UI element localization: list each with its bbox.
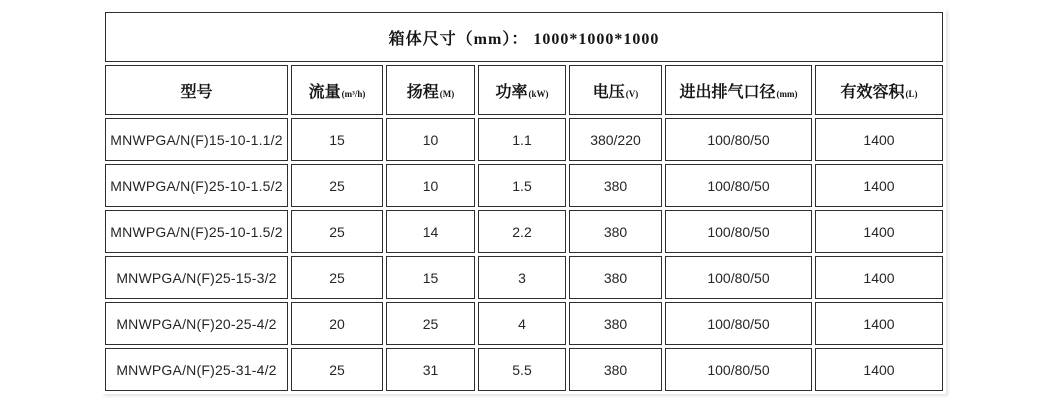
value-cell: 15 (386, 256, 475, 299)
column-header-5 (665, 65, 812, 115)
value-cell: 15 (291, 118, 383, 161)
column-header-unit: (m³/h) (341, 88, 366, 99)
spec-table (102, 9, 946, 394)
column-header-3 (478, 65, 566, 115)
value-cell: 1400 (815, 118, 943, 161)
table-row (105, 210, 943, 253)
column-header-6 (815, 65, 943, 115)
model-cell: MNWPGA/N(F)15-10-1.1/2 (105, 118, 288, 161)
value-cell: 100/80/50 (665, 348, 812, 391)
value-cell: 5.5 (478, 348, 566, 391)
value-cell: 100/80/50 (665, 256, 812, 299)
value-cell: 25 (291, 210, 383, 253)
column-header-label: 功率 (495, 83, 528, 101)
column-header-4 (569, 65, 662, 115)
column-header-unit: (M) (439, 88, 455, 99)
value-cell: 380 (569, 348, 662, 391)
value-cell: 100/80/50 (665, 210, 812, 253)
value-cell: 25 (291, 348, 383, 391)
value-cell: 1400 (815, 348, 943, 391)
column-header-label: 有效容积 (840, 83, 905, 101)
column-header-1 (291, 65, 383, 115)
title-row (105, 12, 943, 62)
column-header-label: 电压 (592, 83, 625, 101)
value-cell: 100/80/50 (665, 164, 812, 207)
model-cell: MNWPGA/N(F)25-10-1.5/2 (105, 210, 288, 253)
spec-table-head (105, 12, 943, 115)
value-cell: 25 (291, 164, 383, 207)
value-cell: 100/80/50 (665, 302, 812, 345)
value-cell: 380/220 (569, 118, 662, 161)
column-header-label: 进出排气口径 (679, 83, 776, 101)
value-cell: 1.5 (478, 164, 566, 207)
value-cell: 380 (569, 210, 662, 253)
value-cell: 380 (569, 164, 662, 207)
value-cell: 31 (386, 348, 475, 391)
value-cell: 10 (386, 118, 475, 161)
column-header-unit: (V) (625, 88, 639, 99)
table-row (105, 256, 943, 299)
header-row (105, 65, 943, 115)
value-cell: 2.2 (478, 210, 566, 253)
table-row (105, 348, 943, 391)
column-header-label: 流量 (308, 83, 341, 101)
value-cell: 1400 (815, 210, 943, 253)
column-header-unit: (kW) (528, 88, 549, 99)
value-cell: 1400 (815, 256, 943, 299)
column-header-label: 型号 (180, 83, 213, 101)
table-row (105, 302, 943, 345)
value-cell: 380 (569, 256, 662, 299)
model-cell: MNWPGA/N(F)20-25-4/2 (105, 302, 288, 345)
column-header-label: 扬程 (406, 83, 439, 101)
column-header-unit: (L) (905, 88, 918, 99)
table-row (105, 164, 943, 207)
model-cell: MNWPGA/N(F)25-31-4/2 (105, 348, 288, 391)
value-cell: 25 (291, 256, 383, 299)
value-cell: 380 (569, 302, 662, 345)
value-cell: 1400 (815, 302, 943, 345)
spec-table-body (105, 118, 943, 391)
model-cell: MNWPGA/N(F)25-10-1.5/2 (105, 164, 288, 207)
model-cell: MNWPGA/N(F)25-15-3/2 (105, 256, 288, 299)
column-header-unit: (mm) (776, 88, 798, 99)
column-header-0 (105, 65, 288, 115)
value-cell: 1400 (815, 164, 943, 207)
value-cell: 4 (478, 302, 566, 345)
value-cell: 1.1 (478, 118, 566, 161)
column-header-2 (386, 65, 475, 115)
value-cell: 100/80/50 (665, 118, 812, 161)
value-cell: 10 (386, 164, 475, 207)
value-cell: 3 (478, 256, 566, 299)
value-cell: 14 (386, 210, 475, 253)
value-cell: 25 (386, 302, 475, 345)
table-title: 箱体尺寸（mm）： 1000*1000*1000 (105, 12, 943, 62)
value-cell: 20 (291, 302, 383, 345)
table-row (105, 118, 943, 161)
